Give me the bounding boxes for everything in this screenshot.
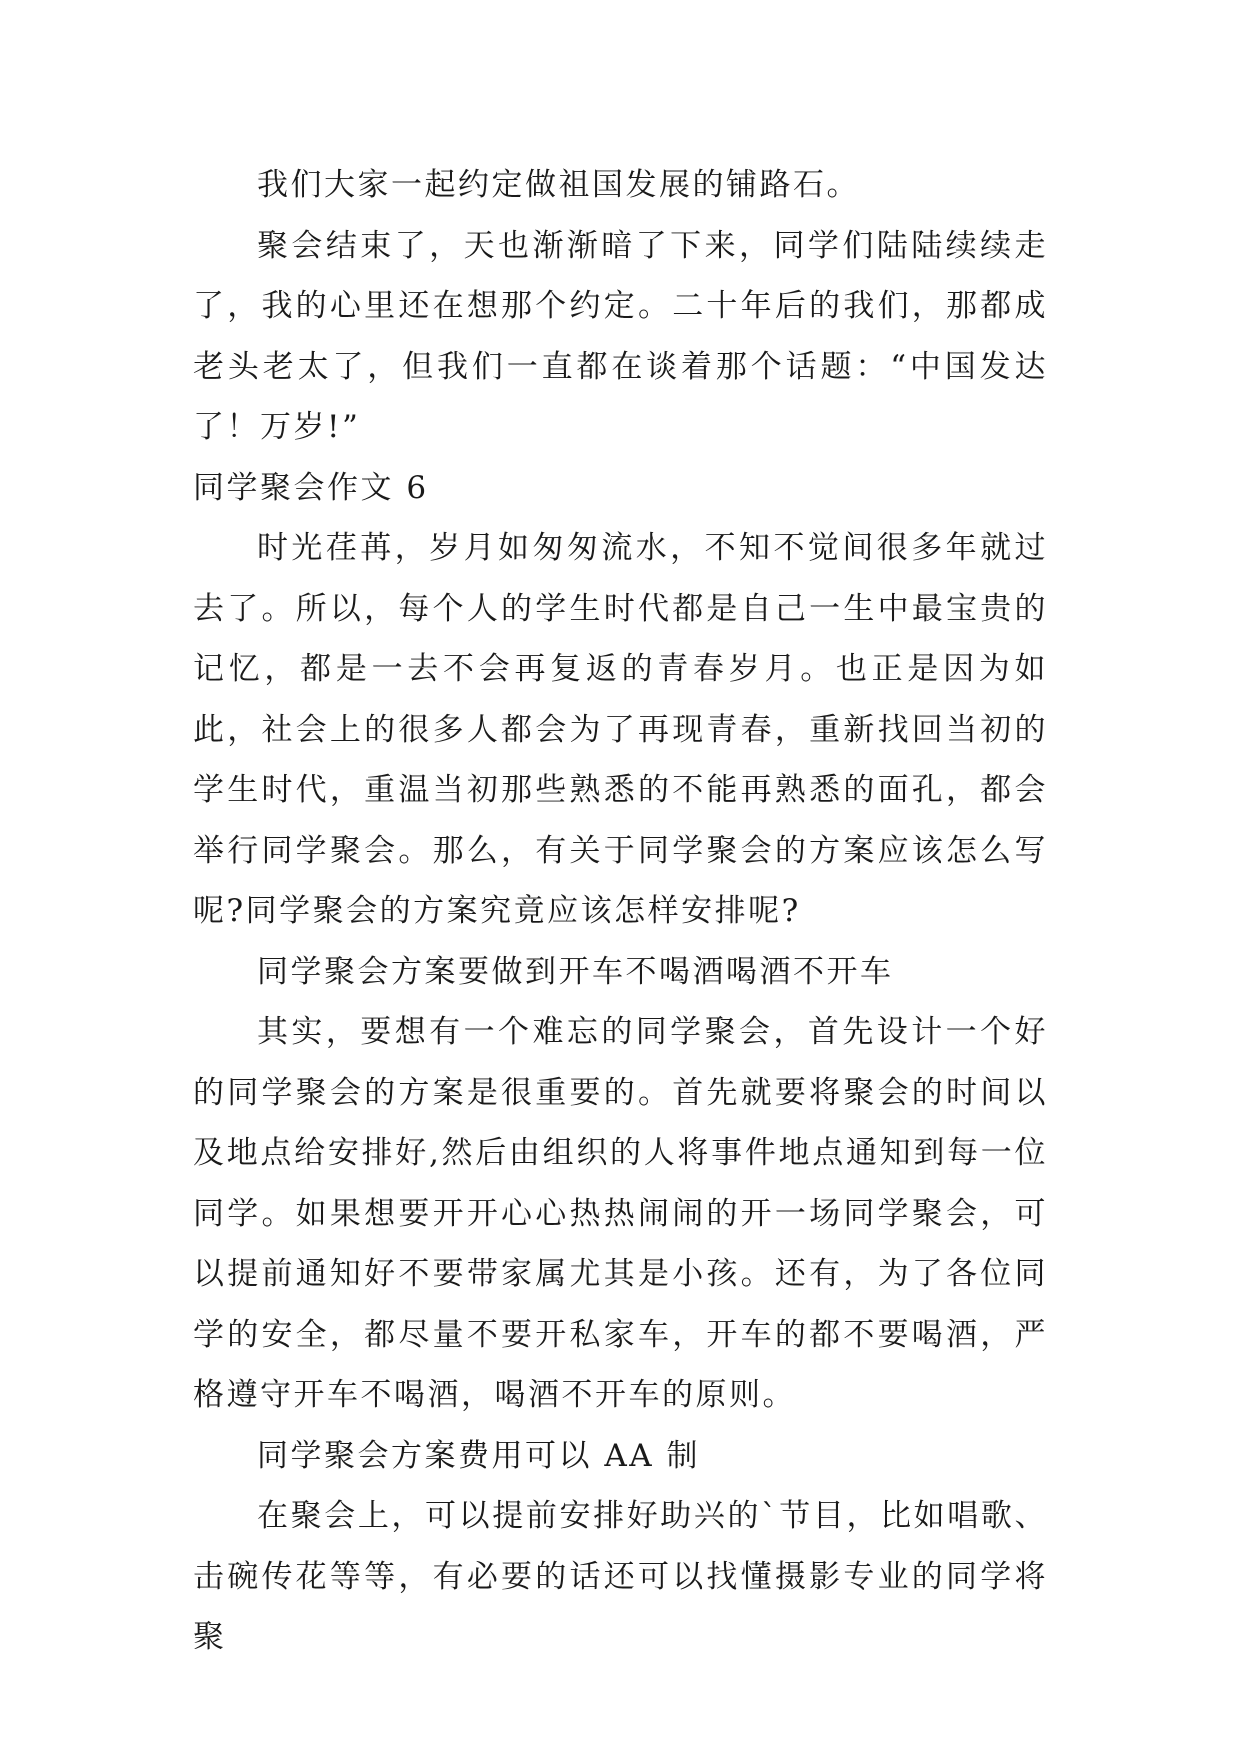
- paragraph-4: 其实，要想有一个难忘的同学聚会，首先设计一个好的同学聚会的方案是很重要的。首先就要将聚会的时间以及地点给安排好,然后由组织的人将事件地点通知到每一位同学。如果想要开开心心热热闹闹的开一场同学聚会，可以提前通知好不要带家属尤其是小孩。还有，为了各位同学的安全，都尽量不要开私家车，开车的都不要喝酒，严格遵守开车不喝酒，喝酒不开车的原则。: [193, 1014, 1048, 1413]
- section-heading: 同学聚会作文 6: [193, 469, 429, 506]
- paragraph-2: 聚会结束了，天也渐渐暗了下来，同学们陆陆续续走了，我的心里还在想那个约定。二十年后的我们，那都成老头老太了，但我们一直都在谈着那个话题：“中国发达了！万岁!”: [193, 227, 1048, 445]
- subheading-drinking-rule: 同学聚会方案要做到开车不喝酒喝酒不开车: [257, 953, 894, 990]
- paragraph-5: 在聚会上，可以提前安排好助兴的`节目，比如唱歌、击碗传花等等，有必要的话还可以找懂摄影专业的同学将聚: [193, 1498, 1048, 1655]
- subheading-aa-cost: 同学聚会方案费用可以 AA 制: [257, 1437, 700, 1474]
- document-body: [193, 155, 1048, 1668]
- paragraph-1: 我们大家一起约定做祖国发展的铺路石。: [257, 167, 860, 203]
- paragraph-3: 时光荏苒，岁月如匆匆流水，不知不觉间很多年就过去了。所以，每个人的学生时代都是自己一生中最宝贵的记忆，都是一去不会再复返的青春岁月。也正是因为如此，社会上的很多人都会为了再现青春，重新找回当初的学生时代，重温当初那些熟悉的不能再熟悉的面孔，都会举行同学聚会。那么，有关于同学聚会的方案应该怎么写呢?同学聚会的方案究竟应该怎样安排呢?: [193, 530, 1048, 929]
